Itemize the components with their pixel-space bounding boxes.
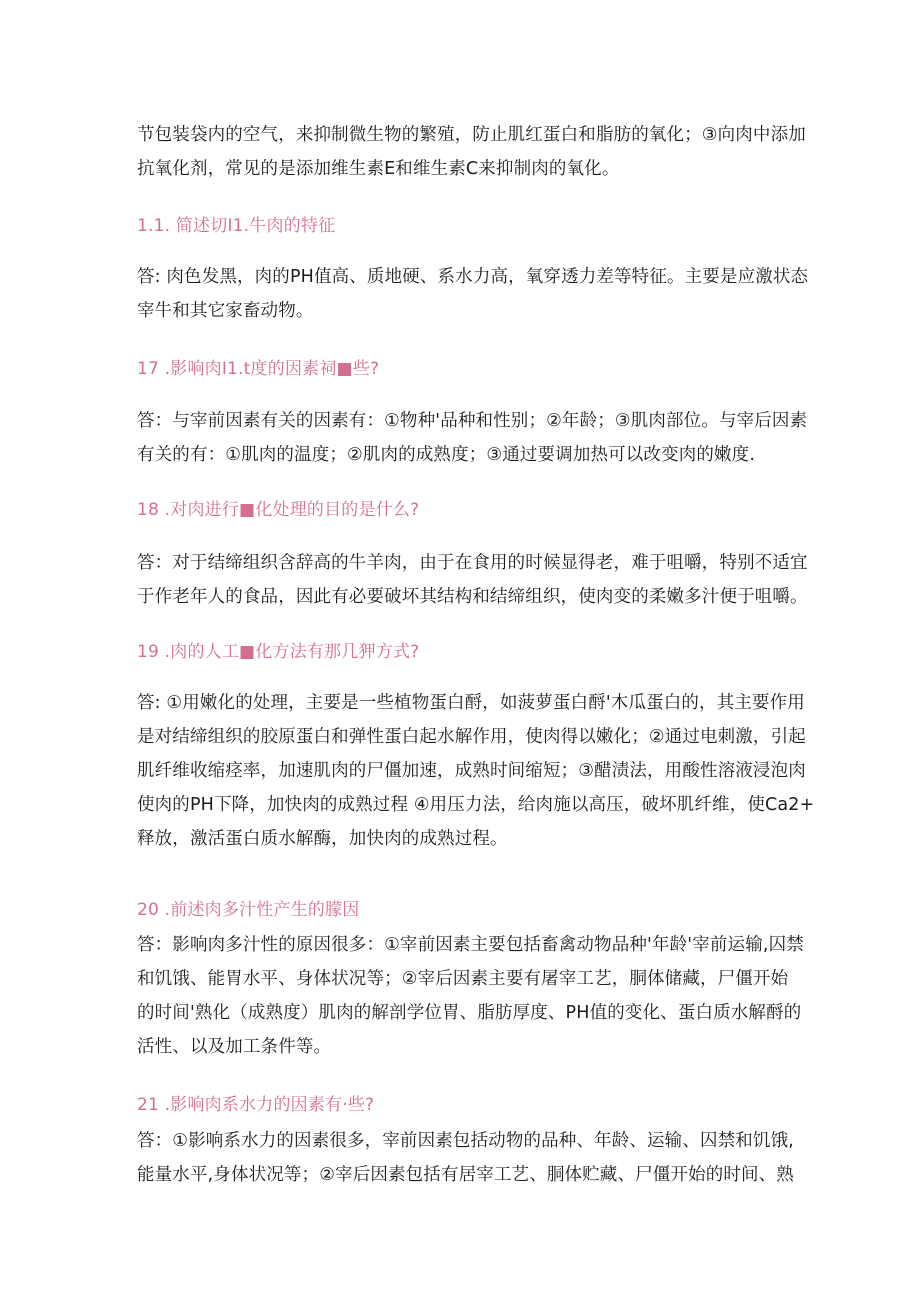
answer-q18	[137, 546, 808, 614]
text-line: 答: ①用嫩化的处理，主要是一些植物蛋白酹，如菠萝蛋白酹'木瓜蛋白的，其主要作用	[137, 693, 805, 713]
text-line: 答：①影响系水力的因素很多，宰前因素包括动物的品种、年龄、运输、囚禁和饥饿,	[137, 1131, 794, 1151]
text-line: 的时间'熟化（成熟度）肌肉的解剖学位胃、脂肪厚度、PH值的变化、蛋白质水解酹的	[137, 1003, 802, 1023]
heading-q20: 20 .前述肉多汁性产生的朦因	[137, 900, 360, 920]
text-line: 宰牛和其它家畜动物。	[137, 301, 314, 321]
heading-q17: 17 .影响肉I1.t度的因素祠■些?	[137, 359, 380, 379]
answer-q17	[137, 404, 808, 472]
text-line: 节包装袋内的空气，来抑制微生物的繁殖，防止肌红蛋白和脂肪的氧化；③向肉中添加	[137, 125, 806, 145]
heading-q21: 21 .影响肉系水力的因素有·些?	[137, 1095, 375, 1115]
text-line: 使肉的PH下降，加快肉的成熟过程 ④用压力法，给肉施以高压，破坏肌纤维，使Ca2+	[137, 795, 815, 815]
text-line: 能量水平,身体状况等；②宰后因素包括有居宰工艺、胴体贮藏、尸僵开始的时间、熟	[137, 1165, 794, 1185]
text-line: 有关的有：①肌肉的温度；②肌肉的成熟度；③通过要调加热可以改变肉的嫩度.	[137, 445, 756, 465]
answer-q21	[137, 1124, 792, 1192]
text-line: 答：与宰前因素有关的因素有：①物种'品种和性别；②年龄；③肌肉部位。与宰后因素	[137, 411, 808, 431]
text-line: 答: 肉色发黑，肉的PH值高、质地硬、系水力高，氧穿透力差等特征。主要是应激状态	[137, 267, 809, 287]
text-line: 活性、以及加工条件等。	[137, 1037, 332, 1057]
text-line: 和饥饿、能胃水平、身体状况等；②宰后因素主要有屠宰工艺，胴体储藏，尸僵开始	[137, 969, 789, 989]
text-line: 于作老年人的食品，因此有必要破坏其结构和结缔组织，使肉变的柔嫩多汁便于咀嚼。	[137, 587, 808, 607]
text-line: 答：影响肉多汁性的原因很多：①宰前因素主要包括畜禽动物品种'年龄'宰前运输,囚禁	[137, 935, 804, 955]
answer-q19	[137, 686, 815, 856]
text-line: 释放，激活蛋白质水解酶，加快肉的成熟过程。	[137, 829, 508, 849]
paragraph-oxidation-end	[137, 118, 806, 186]
heading-q18: 18 .对肉进行■化处理的目的是什么?	[137, 500, 420, 520]
text-line: 答：对于结缔组织含辞高的牛羊肉，由于在食用的时候显得老，难于咀嚼，特别不适宜	[137, 553, 808, 573]
heading-q19: 19 .肉的人工■化方法有那几狎方式?	[137, 642, 420, 662]
text-line: 抗氧化剂，常见的是添加维生素E和维生素C来抑制肉的氧化。	[137, 159, 620, 179]
text-line: 肌纤维收缩痉率，加速肌肉的尸僵加速，成熟时间缩短；③醋渍法，用酸性溶液浸泡肉	[137, 761, 806, 781]
text-line: 是对结缔组织的胶原蛋白和弹性蛋白起水解作用，使肉得以嫩化；②通过电刺激，引起	[137, 727, 806, 747]
answer-q16	[137, 260, 809, 328]
answer-q20	[137, 928, 804, 1064]
heading-q16: 1.1. 简述切I1.牛肉的特征	[137, 216, 336, 236]
